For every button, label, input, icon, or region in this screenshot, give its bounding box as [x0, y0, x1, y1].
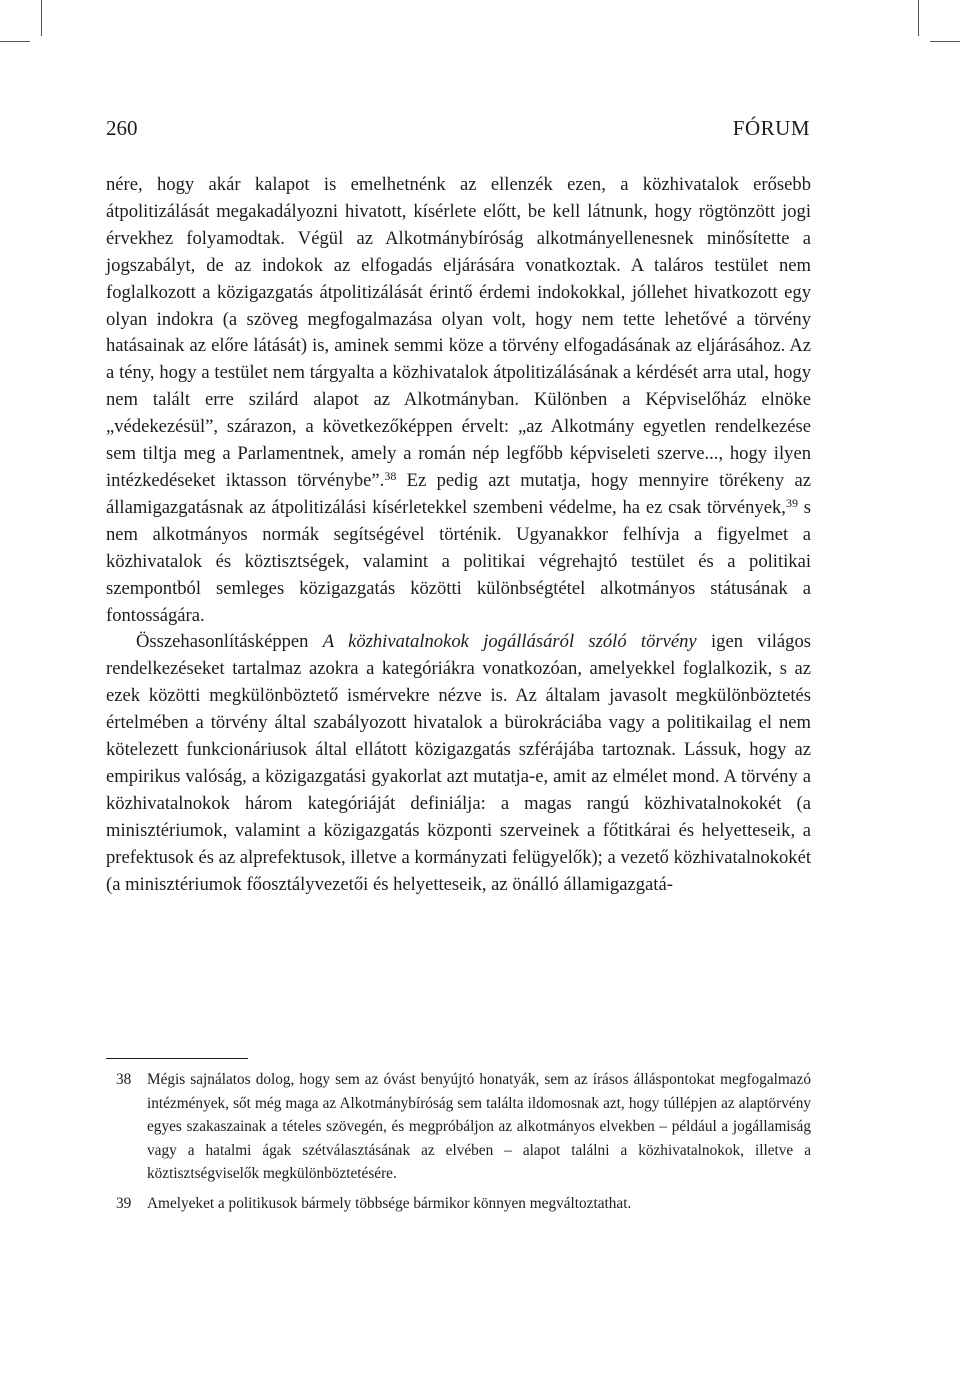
paragraph: [106, 172, 811, 629]
body-text: [106, 172, 811, 898]
text-run: nére, hogy akár kalapot is emelhetnénk az ellenzék ezen, a közhivatalok erősebb átpolitizálását megakadályozni hivatott, kísérlete előtt, be kell látnunk, hogy rögtönzött jogi érvekhez folyamodtak. Végül az Alkotmánybíróság alkotmányellenesnek minősítette a jogszabályt, de az indokok az elfogadás eljárására vonatkoztak. A taláros testület nem foglalkozott a közigazgatás átpolitizálását érintő érdemi indokokkal, jóllehet hivatkozott egy olyan indokra (a szöveg megfogalmazása olyan volt, hogy nem tette lehetővé a törvény hatásainak az előre látását) is, aminek semmi köze a törvény elfogadásának az eljárásához. Az a tény, hogy a testület nem tárgyalta a közhivatalok átpolitizálásának a kérdését arra utal, hogy nem talált erre szilárd alapot az Alkotmányban. Különben a Képviselőház elnöke „védekezésül”, szárazon, a következőképpen érvelt: „az Alkotmány egyetlen rendelkezése sem tiltja meg a Parlamentnek, amely a román nép legfőbb képviseleti szerve..., hogy ilyen intézkedéseket iktasson törvénybe”.: [106, 174, 811, 491]
paragraph: [106, 629, 811, 898]
footnote-ref[interactable]: 39: [785, 495, 798, 510]
footnote: [106, 1192, 811, 1216]
journal-title: FÓRUM: [732, 116, 810, 140]
footnote-ref[interactable]: 38: [384, 468, 397, 483]
text-run: igen világos rendelkezéseket tartalmaz azokra a kategóriákra vonatkozóan, amelyekkel foglalkozik, s az ezek közötti megkülönböztető ismérvekre nézve is. Az általam javasolt megkülönböztetés értelmében a törvény által szabályozott hivatalok a bürokráciába vagy a politikailag el nem kötelezett funkcionáriusok által ellátott közigazgatás szférájába tartoznak. Lássuk, hogy az empirikus valóság, a közigazgatási gyakorlat azt mutatja-e, amit az elmélet mond. A törvény a közhivatalnokok három kategóriáját definiálja: a magas rangú közhivatalnokokét (a minisztériumok, valamint a közigazgatás központi szerveinek a főtitkárai és helyetteseik, a prefektusok és az alprefektusok, illetve a kormányzati felügyelők); a vezető közhivatalnokokét (a minisztériumok főosztályvezetői és helyetteseik, az önálló államigazgatá-: [106, 631, 811, 895]
footnote-text: Amelyeket a politikusok bármely többsége bármikor könnyen megváltoztathat.: [147, 1194, 632, 1212]
footnote-text: Mégis sajnálatos dolog, hogy sem az óvást benyújtó honatyák, sem az írásos álláspontokat megfogalmazó intézmények, sőt még maga az Alkotmánybíróság sem találta ildomosnak azt, hogy túllépjen az alaptörvény egyes szakaszainak a tételes szövegén, és megpróbáljon az alkotmányos elvekben – például a jogállamiság vagy a hatalmi ágak szétválasztásának az elvében – alapot találni a közhivatalnokok, illetve a köztisztségviselők megkülönböztetésére.: [147, 1071, 811, 1183]
text-run: s nem alkotmányos normák segítségével történik. Ugyanakkor felhívja a figyelmet a közhivatalok és köztisztségek, valamint a politikai végrehajtó testület és a politikai szempontból semleges közigazgatás közötti különbségtétel alkotmányos státusának a fontosságára.: [106, 496, 812, 626]
crop-mark: [930, 41, 960, 42]
text-run: Összehasonlításképpen: [136, 631, 323, 653]
page-number: 260: [106, 116, 138, 140]
footnote-number: 38: [116, 1071, 132, 1088]
footnote-separator: [106, 1058, 248, 1059]
crop-mark: [0, 41, 30, 42]
footnotes: [106, 1068, 811, 1222]
footnote-number: 39: [116, 1194, 132, 1212]
text-run: Ez pedig azt mutatja, hogy mennyire törékeny az államigazgatásnak az átpolitizálási kísérletekkel szembeni védelme, ha ez csak törvények,: [106, 469, 811, 518]
crop-mark: [918, 0, 919, 36]
law-title: A közhivatalnokok jogállásáról szóló törvény: [322, 631, 697, 653]
crop-mark: [41, 0, 42, 36]
footnote: [106, 1068, 811, 1186]
running-header: [106, 116, 810, 146]
